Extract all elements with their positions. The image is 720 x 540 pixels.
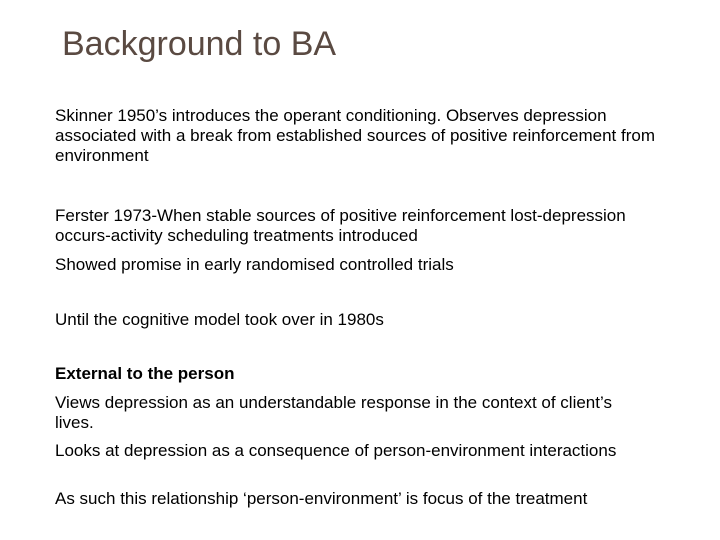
paragraph-views-depression: Views depression as an understandable response in the context of client’s lives. <box>55 393 612 432</box>
paragraph-skinner: Skinner 1950’s introduces the operant conditioning. Observes depression associated with a break from established sources of positive reinforcement from environment <box>55 106 655 165</box>
slide-title: Background to BA <box>62 25 337 63</box>
paragraph-person-environment: Looks at depression as a consequence of person-environment interactions <box>55 441 617 460</box>
paragraph-ferster: Ferster 1973-When stable sources of positive reinforcement lost-depression occurs-activity scheduling treatments introduced <box>55 206 626 245</box>
subheading-external: External to the person <box>55 364 235 383</box>
paragraph-treatment-focus: As such this relationship ‘person-environment’ is focus of the treatment <box>55 489 588 508</box>
paragraph-cognitive-model: Until the cognitive model took over in 1980s <box>55 310 384 329</box>
paragraph-rct-promise: Showed promise in early randomised controlled trials <box>55 255 454 274</box>
